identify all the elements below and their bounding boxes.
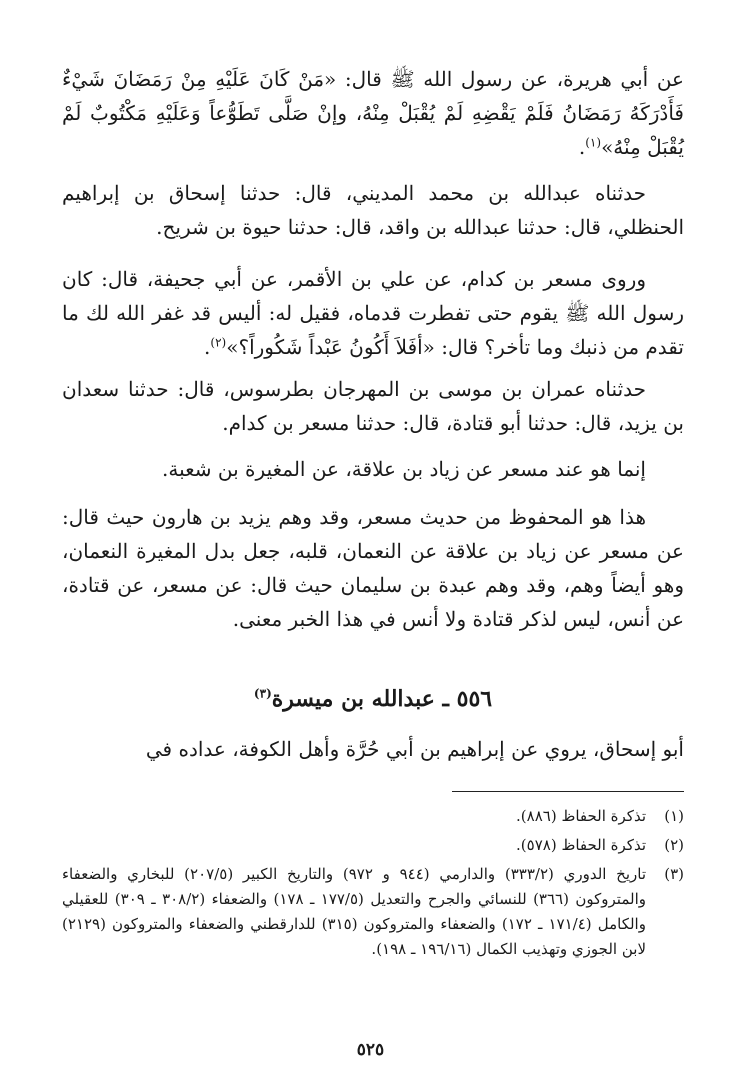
comment-block-2 <box>62 500 684 636</box>
main-text <box>62 62 684 164</box>
footnote-divider <box>452 791 684 792</box>
entry-title: ٥٥٦ ـ عبدالله بن ميسرة <box>271 686 493 712</box>
footnote-text: تذكرة الحفاظ (٨٨٦). <box>516 807 646 825</box>
footnotes <box>62 804 684 966</box>
footnote-item <box>62 833 684 858</box>
footnote-ref-3: (٣) <box>253 686 272 701</box>
hadith-end: . <box>578 135 586 159</box>
footnote-ref-1: (١) <box>585 135 602 150</box>
comment-paragraph-1: إنما هو عند مسعر عن زياد بن علاقة، عن المغيرة بن شعبة. <box>162 457 646 481</box>
footnote-number: (٣) <box>664 865 684 883</box>
isnad-paragraph-2: حدثناه عمران بن موسى بن المهرجان بطرسوس، قال: حدثنا سعدان بن يزيد، قال: حدثنا أبو قتادة، قال: حدثنا مسعر بن كدام. <box>62 377 684 435</box>
comment-block-1 <box>62 452 684 486</box>
narration-paragraph <box>62 262 684 364</box>
comment-paragraph-2: هذا هو المحفوظ من حديث مسعر، وقد وهم يزيد بن هارون حيث قال: عن مسعر عن زياد بن علاقة عن النعمان، قلبه، جعل بدل المغيرة النعمان، وهو أيضاً وهم، وقد وهم عبدة بن سليمان حيث قال: عن مسعر، عن قتادة، عن أنس، ليس لذكر قتادة ولا أنس في هذا الخبر معنى. <box>62 505 684 631</box>
footnote-text: تاريخ الدوري (٣٣٣/٢) والدارمي (٩٤٤ و ٩٧٢) والتاريخ الكبير (٢٠٧/٥) للبخاري والضعفاء والمتروكون (٣٦٦) للنسائي والجرح والتعديل (١٧٧/٥ ـ ١٧٨) والضعفاء (٣٠٨/٢ ـ ٣٠٩) للعقيلي والكامل (١٧١/٤ ـ ١٧٢) والضعفاء والمتروكون (٣١٥) للدارقطني والضعفاء والمتروكون (٢١٢٩) لابن الجوزي وتهذيب الكمال (١٩٦/١٦ ـ ١٩٨). <box>62 865 647 958</box>
hadith-paragraph <box>62 62 684 164</box>
footnote-item <box>62 862 684 962</box>
footnote-number: (١) <box>664 807 684 825</box>
biography-block <box>62 732 684 766</box>
narration-block <box>62 262 684 364</box>
isnad-paragraph-1: حدثناه عبدالله بن محمد المديني، قال: حدثنا إسحاق بن إبراهيم الحنظلي، قال: حدثنا عبدالله بن واقد، قال: حدثنا حيوة بن شريح. <box>62 181 684 239</box>
footnote-item <box>62 804 684 829</box>
biography-paragraph: أبو إسحاق، يروي عن إبراهيم بن أبي حُرَّة وأهل الكوفة، عداده في <box>145 737 684 761</box>
footnote-text: تذكرة الحفاظ (٥٧٨). <box>516 836 646 854</box>
footnote-ref-2: (٢) <box>210 335 227 350</box>
narration-text: وروى مسعر بن كدام، عن علي بن الأقمر، عن أبي جحيفة، قال: كان رسول الله ﷺ يقوم حتى تفطرت قدماه، فقيل له: أليس قد غفر الله لك ما تقدم من ذنبك وما تأخر؟ قال: «أفَلاَ أَكُونُ عَبْداً شَكُوراً؟» <box>62 267 684 359</box>
narration-end: . <box>204 335 211 359</box>
footnote-number: (٢) <box>664 836 684 854</box>
entry-heading <box>62 686 684 712</box>
page-number: ٥٢٥ <box>356 1040 385 1060</box>
hadith-text: عن أبي هريرة، عن رسول الله ﷺ قال: «مَنْ كَانَ عَلَيْهِ مِنْ رَمَضَانَ شَيْءٌ فَأَدْرَكَهُ رَمَضَانُ فَلَمْ يَقْضِهِ لَمْ يُقْبَلْ مِنْهُ، وإنْ صَلَّى تَطَوُّعاً وَعَلَيْهِ مَكْتُوبٌ لَمْ يُقْبَلْ مِنْهُ» <box>62 67 684 159</box>
isnad-block-1 <box>62 176 684 244</box>
isnad-block-2 <box>62 372 684 440</box>
